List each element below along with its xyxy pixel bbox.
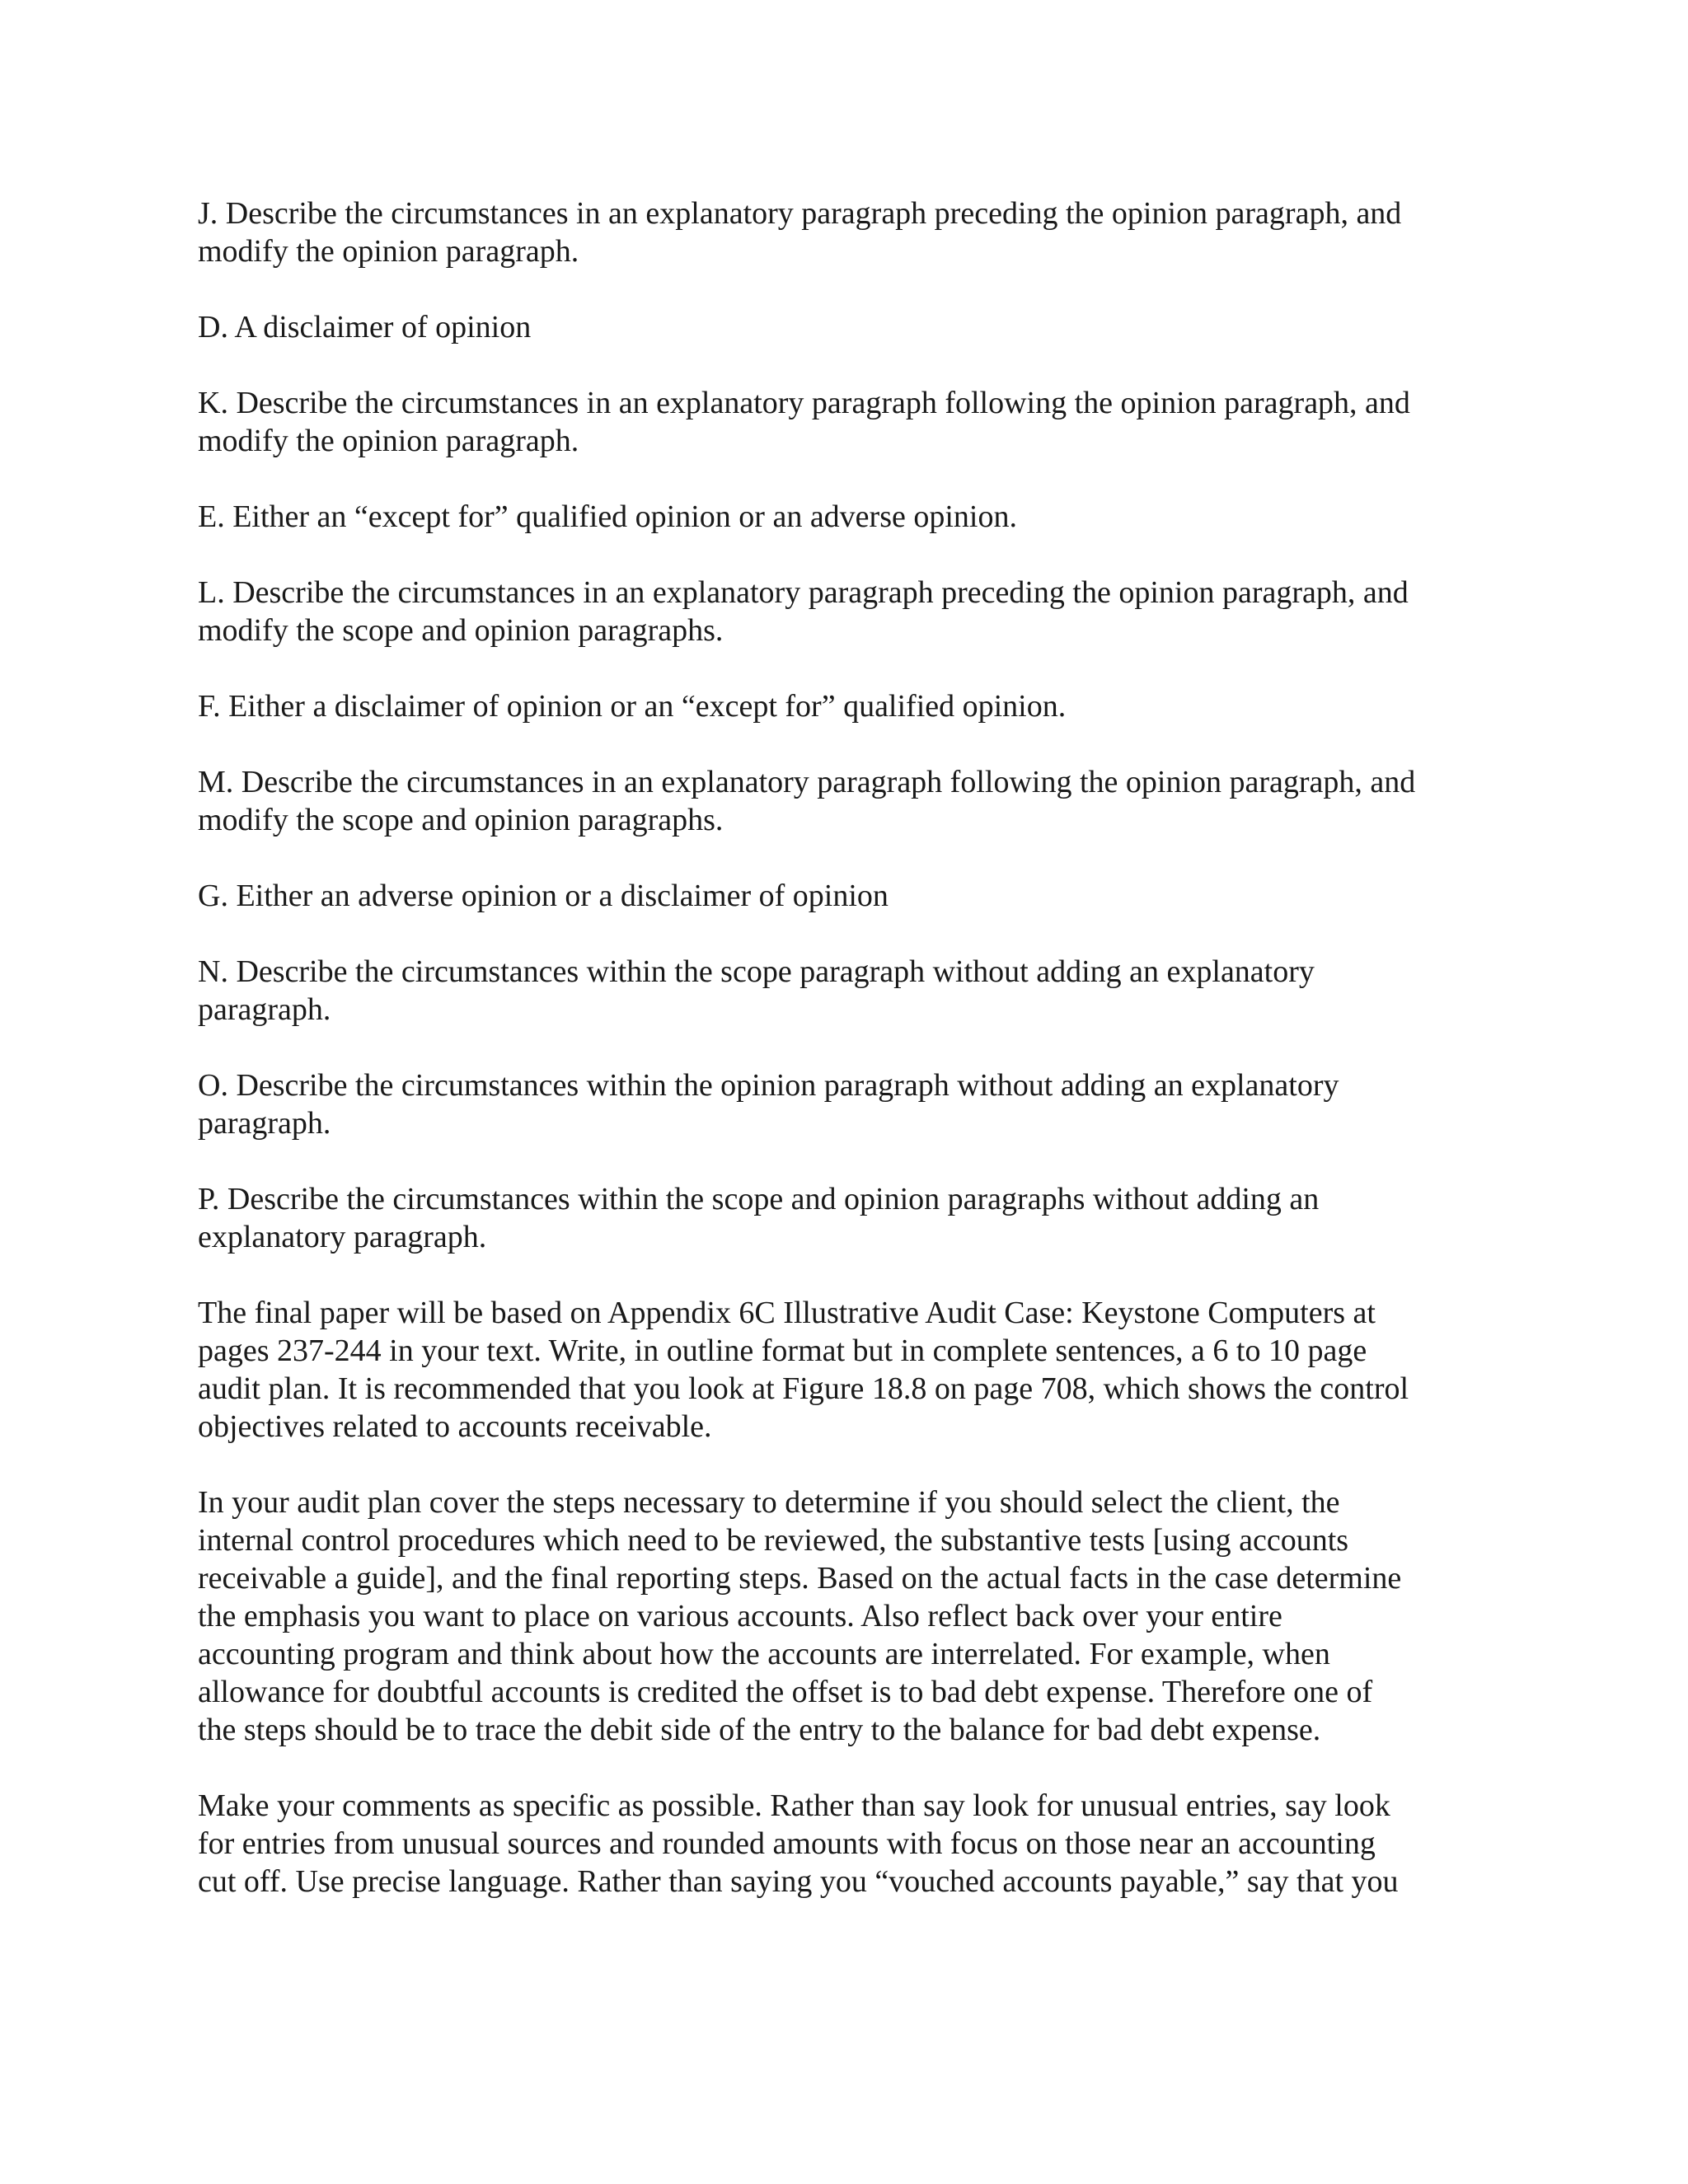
- paragraph-line: Make your comments as specific as possible. Rather than say look for unusual entries, say look: [198, 1788, 1390, 1823]
- paragraph-line: modify the opinion paragraph.: [198, 234, 579, 269]
- paragraph-line: The final paper will be based on Appendix 6C Illustrative Audit Case: Keystone Computers at: [198, 1296, 1376, 1330]
- paragraph-line: cut off. Use precise language. Rather than saying you “vouched accounts payable,” say that you: [198, 1864, 1399, 1899]
- document-paragraph: [198, 498, 1484, 536]
- paragraph-line: explanatory paragraph.: [198, 1220, 487, 1254]
- paragraph-line: for entries from unusual sources and rounded amounts with focus on those near an accounting: [198, 1826, 1376, 1861]
- document-paragraph: [198, 194, 1484, 270]
- document-paragraph: [198, 877, 1484, 915]
- paragraph-line: audit plan. It is recommended that you look at Figure 18.8 on page 708, which shows the control: [198, 1371, 1409, 1406]
- paragraph-line: the emphasis you want to place on various accounts. Also reflect back over your entire: [198, 1599, 1282, 1633]
- paragraph-line: J. Describe the circumstances in an explanatory paragraph preceding the opinion paragraph, and: [198, 196, 1402, 231]
- document-paragraph: [198, 1787, 1484, 1900]
- paragraph-line: the steps should be to trace the debit side of the entry to the balance for bad debt expense.: [198, 1713, 1321, 1747]
- paragraph-line: G. Either an adverse opinion or a disclaimer of opinion: [198, 879, 889, 913]
- document-paragraph: [198, 1066, 1484, 1142]
- document-paragraph: [198, 1294, 1484, 1446]
- paragraph-line: In your audit plan cover the steps necessary to determine if you should select the client, the: [198, 1485, 1340, 1520]
- document-paragraph: [198, 763, 1484, 839]
- paragraph-line: N. Describe the circumstances within the scope paragraph without adding an explanatory: [198, 954, 1315, 989]
- paragraph-line: M. Describe the circumstances in an explanatory paragraph following the opinion paragraph, and: [198, 765, 1416, 799]
- paragraph-line: paragraph.: [198, 992, 331, 1027]
- paragraph-line: internal control procedures which need to be reviewed, the substantive tests [using accounts: [198, 1523, 1349, 1558]
- paragraph-line: F. Either a disclaimer of opinion or an “except for” qualified opinion.: [198, 689, 1067, 724]
- paragraph-line: K. Describe the circumstances in an explanatory paragraph following the opinion paragraph, and: [198, 386, 1410, 420]
- document-paragraph: [198, 1180, 1484, 1256]
- document-paragraph: [198, 308, 1484, 346]
- paragraph-line: modify the scope and opinion paragraphs.: [198, 803, 724, 837]
- document-paragraph: [198, 384, 1484, 460]
- paragraph-line: L. Describe the circumstances in an explanatory paragraph preceding the opinion paragraph, and: [198, 575, 1409, 610]
- document-paragraph: [198, 687, 1484, 725]
- paragraph-line: receivable a guide], and the final reporting steps. Based on the actual facts in the case determine: [198, 1561, 1402, 1596]
- paragraph-line: allowance for doubtful accounts is credited the offset is to bad debt expense. Therefore one of: [198, 1675, 1373, 1709]
- paragraph-line: P. Describe the circumstances within the scope and opinion paragraphs without adding an: [198, 1182, 1320, 1216]
- paragraph-line: modify the scope and opinion paragraphs.: [198, 613, 724, 648]
- paragraph-line: objectives related to accounts receivable.: [198, 1409, 712, 1444]
- paragraph-line: E. Either an “except for” qualified opinion or an adverse opinion.: [198, 499, 1017, 534]
- paragraph-line: O. Describe the circumstances within the opinion paragraph without adding an explanatory: [198, 1068, 1339, 1103]
- document-paragraph: [198, 574, 1484, 649]
- paragraph-line: accounting program and think about how the accounts are interrelated. For example, when: [198, 1637, 1330, 1671]
- document-body: [198, 194, 1484, 1938]
- paragraph-line: paragraph.: [198, 1106, 331, 1141]
- document-paragraph: [198, 953, 1484, 1029]
- paragraph-line: modify the opinion paragraph.: [198, 424, 579, 458]
- paragraph-line: D. A disclaimer of opinion: [198, 310, 532, 344]
- document-paragraph: [198, 1483, 1484, 1749]
- paragraph-line: pages 237-244 in your text. Write, in outline format but in complete sentences, a 6 to 10 page: [198, 1333, 1367, 1368]
